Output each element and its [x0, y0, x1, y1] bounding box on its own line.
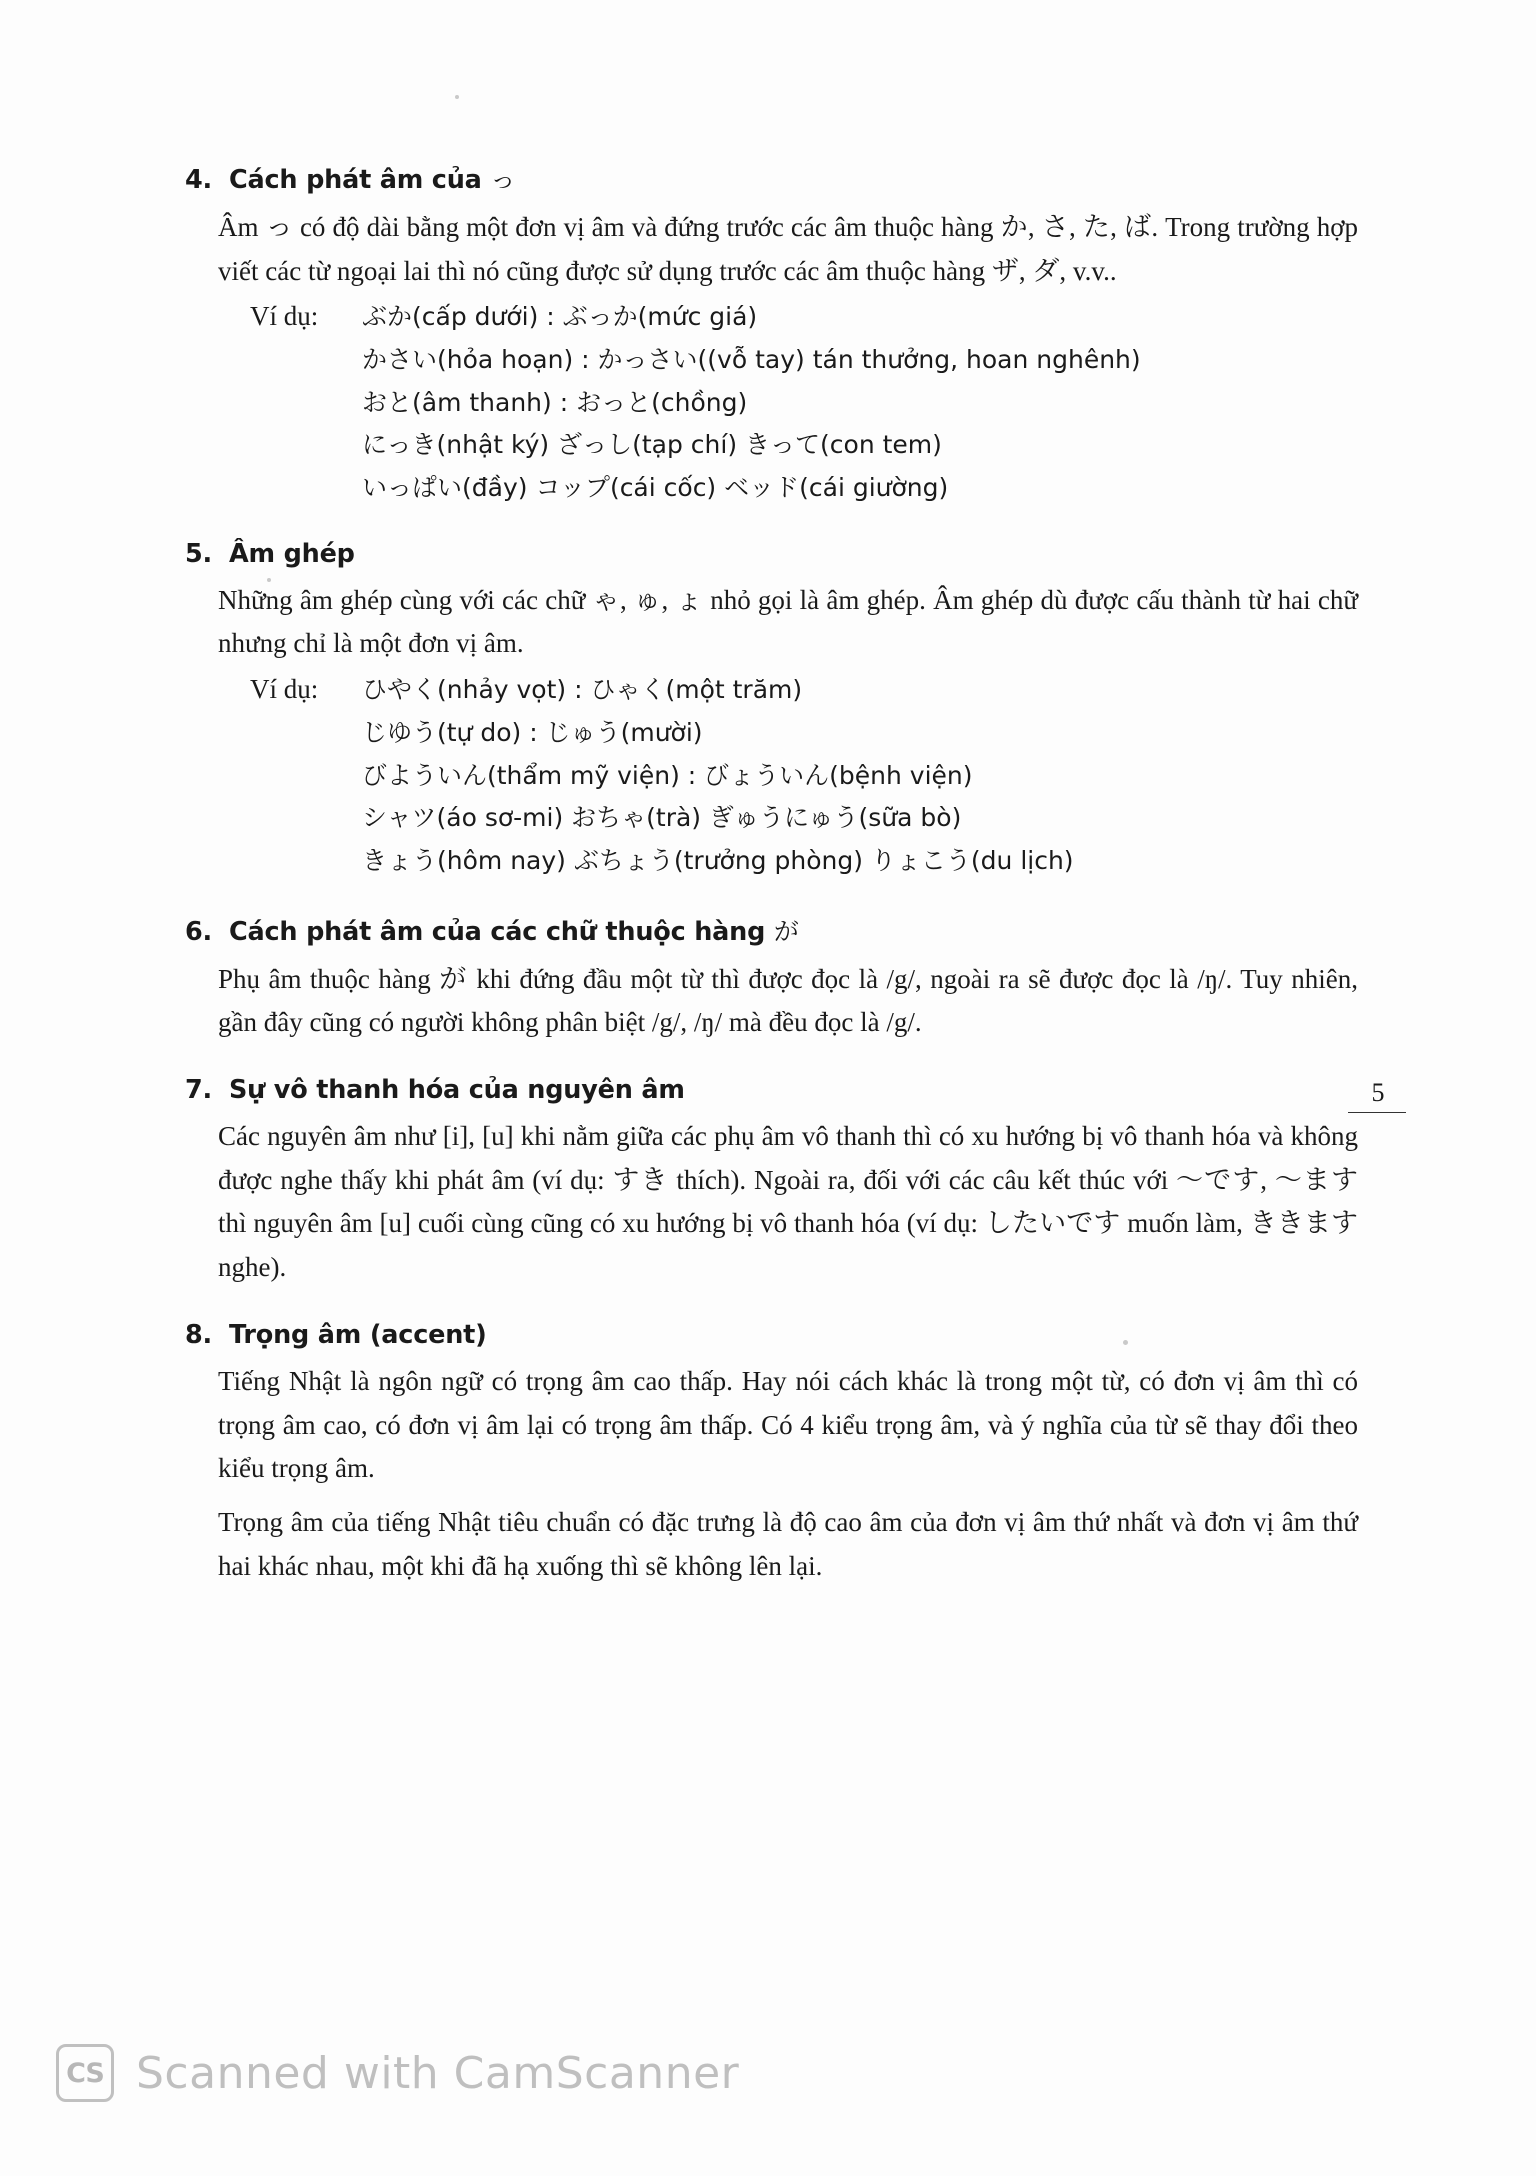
camscanner-watermark: [56, 2044, 739, 2102]
examples-label: Ví dụ:: [250, 674, 319, 705]
example-text: おと(âm thanh) : おっと(chồng): [362, 387, 748, 417]
example-line: [250, 295, 1358, 338]
example-line: [250, 668, 1358, 711]
section-8-paragraph: Trọng âm của tiếng Nhật tiêu chuẩn có đặc trưng là độ cao âm của đơn vị âm thứ nhất và đơn vị âm thứ hai khác nhau, một khi đã hạ xuống thì sẽ không lên lại.: [218, 1507, 1358, 1581]
section-7-number: 7.: [184, 1074, 212, 1105]
example-text: びよういん(thẩm mỹ viện) : びょういん(bệnh viện): [362, 760, 973, 790]
section-4-number: 4.: [184, 165, 212, 195]
example-line: [250, 711, 1358, 754]
page-number: [1348, 1078, 1408, 1113]
example-line: [250, 796, 1358, 839]
section-7-paragraph: Các nguyên âm như [i], [u] khi nằm giữa các phụ âm vô thanh thì có xu hướng bị vô thanh hóa và không được nghe thấy khi phát âm (ví dụ: すき thích). Ngoài ra, đối với các câu kết thúc với ～です, ～ます thì nguyên âm [u] cuối cùng cũng có xu hướng bị vô thanh hóa (ví dụ: したいです muốn làm, ききます nghe).: [218, 1120, 1358, 1283]
section-5-examples: [250, 668, 1358, 881]
section-7: [168, 1075, 1358, 1290]
section-6-paragraph: Phụ âm thuộc hàng が khi đứng đầu một từ thì được đọc là /g/, ngoài ra sẽ được đọc là /ŋ/. Tuy nhiên, gần đây cũng có người không phân biệt /g/, /ŋ/ mà đều đọc là /g/.: [218, 963, 1358, 1038]
example-line: [250, 754, 1358, 797]
example-text: ぶか(cấp dưới) : ぶっか(mức giá): [362, 302, 758, 332]
section-7-title: Sự vô thanh hóa của nguyên âm: [229, 1074, 685, 1105]
section-8-title: Trọng âm (accent): [229, 1319, 487, 1350]
section-4-title: Cách phát âm của っ: [229, 165, 516, 195]
example-text: にっき(nhật ký) ざっし(tạp chí) きって(con tem): [362, 430, 942, 460]
example-line: [250, 381, 1358, 424]
section-6: [168, 912, 1358, 1045]
page-number-value: 5: [1371, 1078, 1385, 1107]
section-5-title: Âm ghép: [229, 538, 355, 569]
example-line: [250, 423, 1358, 466]
section-8-paragraph: Tiếng Nhật là ngôn ngữ có trọng âm cao thấp. Hay nói cách khác là trong một từ, có đơn vị âm thì có trọng âm cao, có đơn vị âm lại có trọng âm thấp. Có 4 kiểu trọng âm, và ý nghĩa của từ sẽ thay đổi theo kiểu trọng âm.: [218, 1365, 1358, 1484]
example-line: [250, 466, 1358, 509]
section-8-heading: [168, 1320, 1358, 1350]
section-4-paragraph: Âm っ có độ dài bằng một đơn vị âm và đứng trước các âm thuộc hàng か, さ, た, ば. Trong trường hợp viết các từ ngoại lai thì nó cũng được sử dụng trước các âm thuộc hàng ザ, ダ, v.v..: [218, 212, 1358, 286]
example-line: [250, 839, 1358, 882]
section-7-heading: [168, 1075, 1358, 1105]
example-text: じゆう(tự do) : じゅう(mười): [362, 717, 703, 747]
example-text: かさい(hỏa hoạn) : かっさい((vỗ tay) tán thưởng, hoan nghênh): [362, 345, 1141, 375]
section-6-heading: [168, 912, 1358, 948]
example-text: きょう(hôm nay) ぶちょう(trưởng phòng) りょこう(du lịch): [362, 845, 1074, 875]
section-6-number: 6.: [184, 916, 212, 947]
examples-label: Ví dụ:: [250, 301, 319, 332]
section-5-heading: [168, 539, 1358, 569]
example-text: いっぱい(đầy) コップ(cái cốc) ベッド(cái giường): [362, 473, 949, 503]
camscanner-watermark-text: Scanned with CamScanner: [136, 2047, 740, 2099]
page-number-rule: [1348, 1112, 1406, 1113]
section-4-examples: [250, 295, 1358, 508]
section-5-number: 5.: [184, 538, 212, 569]
section-6-title: Cách phát âm của các chữ thuộc hàng が: [229, 916, 799, 947]
example-line: [250, 338, 1358, 381]
section-5: [168, 539, 1358, 882]
section-8-number: 8.: [184, 1319, 212, 1350]
scan-speck: [455, 95, 459, 99]
section-4-heading: [168, 160, 1358, 196]
example-text: ひやく(nhảy vọt) : ひゃく(một trăm): [362, 675, 803, 705]
camscanner-badge-icon: CS: [56, 2044, 114, 2102]
section-4: [168, 160, 1358, 509]
section-5-paragraph: Những âm ghép cùng với các chữ ゃ, ゅ, ょ nhỏ gọi là âm ghép. Âm ghép dù được cấu thành từ hai chữ nhưng chỉ là một đơn vị âm.: [218, 584, 1358, 659]
section-8: [168, 1320, 1358, 1589]
document-body: [168, 130, 1358, 1595]
example-text: シャツ(áo sơ-mi) おちゃ(trà) ぎゅうにゅう(sữa bò): [362, 803, 962, 833]
